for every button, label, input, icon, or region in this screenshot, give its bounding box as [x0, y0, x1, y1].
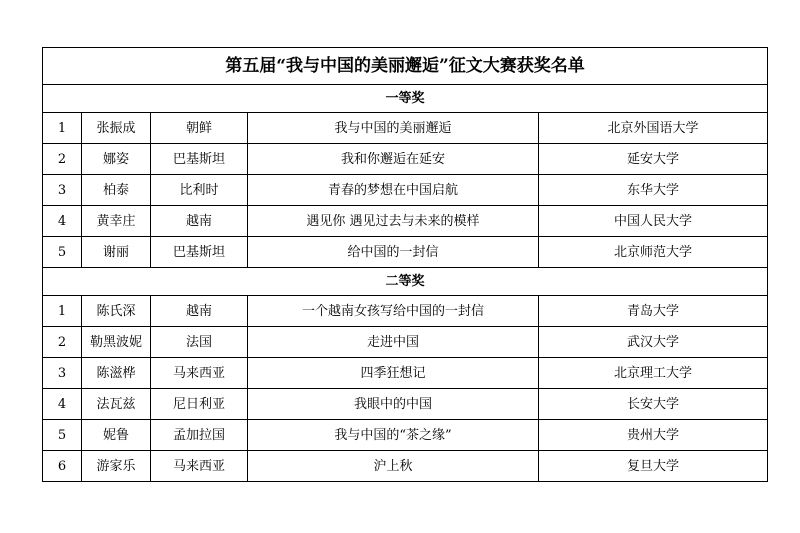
cell-name: 妮鲁	[82, 420, 151, 451]
cell-name: 黄幸庄	[82, 206, 151, 237]
cell-country: 马来西亚	[151, 451, 248, 482]
cell-country: 法国	[151, 327, 248, 358]
cell-name: 娜姿	[82, 144, 151, 175]
cell-no: 2	[43, 327, 82, 358]
cell-country: 孟加拉国	[151, 420, 248, 451]
title-row	[43, 48, 768, 85]
cell-country: 马来西亚	[151, 358, 248, 389]
section-label: 一等奖	[43, 85, 768, 113]
cell-school: 复旦大学	[539, 451, 768, 482]
cell-country: 尼日利亚	[151, 389, 248, 420]
table-row	[43, 206, 768, 237]
cell-country: 朝鲜	[151, 113, 248, 144]
table-row	[43, 237, 768, 268]
cell-country: 比利时	[151, 175, 248, 206]
cell-name: 张振成	[82, 113, 151, 144]
cell-work: 走进中国	[248, 327, 539, 358]
cell-school: 中国人民大学	[539, 206, 768, 237]
cell-no: 4	[43, 206, 82, 237]
cell-work: 遇见你 遇见过去与未来的模样	[248, 206, 539, 237]
cell-country: 巴基斯坦	[151, 144, 248, 175]
cell-school: 北京理工大学	[539, 358, 768, 389]
cell-school: 武汉大学	[539, 327, 768, 358]
section-header-first-prize	[43, 85, 768, 113]
cell-no: 2	[43, 144, 82, 175]
cell-country: 越南	[151, 206, 248, 237]
cell-no: 4	[43, 389, 82, 420]
cell-work: 四季狂想记	[248, 358, 539, 389]
table-row	[43, 175, 768, 206]
cell-work: 我和你邂逅在延安	[248, 144, 539, 175]
cell-country: 巴基斯坦	[151, 237, 248, 268]
table-row	[43, 389, 768, 420]
cell-work: 我与中国的美丽邂逅	[248, 113, 539, 144]
table-row	[43, 296, 768, 327]
cell-work: 我眼中的中国	[248, 389, 539, 420]
cell-school: 贵州大学	[539, 420, 768, 451]
cell-no: 3	[43, 358, 82, 389]
section-label: 二等奖	[43, 268, 768, 296]
cell-no: 1	[43, 113, 82, 144]
cell-school: 北京师范大学	[539, 237, 768, 268]
table-row	[43, 358, 768, 389]
table-row	[43, 113, 768, 144]
section-header-second-prize	[43, 268, 768, 296]
cell-work: 一个越南女孩写给中国的一封信	[248, 296, 539, 327]
table-title: 第五届“我与中国的美丽邂逅”征文大赛获奖名单	[43, 48, 768, 85]
cell-country: 越南	[151, 296, 248, 327]
cell-school: 北京外国语大学	[539, 113, 768, 144]
table-row	[43, 451, 768, 482]
cell-work: 我与中国的“茶之缘”	[248, 420, 539, 451]
cell-name: 谢丽	[82, 237, 151, 268]
cell-no: 5	[43, 237, 82, 268]
cell-name: 陈氏深	[82, 296, 151, 327]
cell-name: 柏泰	[82, 175, 151, 206]
cell-school: 东华大学	[539, 175, 768, 206]
table-row	[43, 327, 768, 358]
cell-name: 勒黑波妮	[82, 327, 151, 358]
cell-name: 陈滋桦	[82, 358, 151, 389]
cell-no: 5	[43, 420, 82, 451]
awards-table	[42, 47, 768, 482]
cell-school: 延安大学	[539, 144, 768, 175]
cell-no: 3	[43, 175, 82, 206]
table-row	[43, 420, 768, 451]
cell-school: 长安大学	[539, 389, 768, 420]
cell-no: 6	[43, 451, 82, 482]
cell-work: 青春的梦想在中国启航	[248, 175, 539, 206]
cell-name: 法瓦兹	[82, 389, 151, 420]
cell-school: 青岛大学	[539, 296, 768, 327]
cell-work: 沪上秋	[248, 451, 539, 482]
cell-no: 1	[43, 296, 82, 327]
cell-work: 给中国的一封信	[248, 237, 539, 268]
table-row	[43, 144, 768, 175]
cell-name: 游家乐	[82, 451, 151, 482]
